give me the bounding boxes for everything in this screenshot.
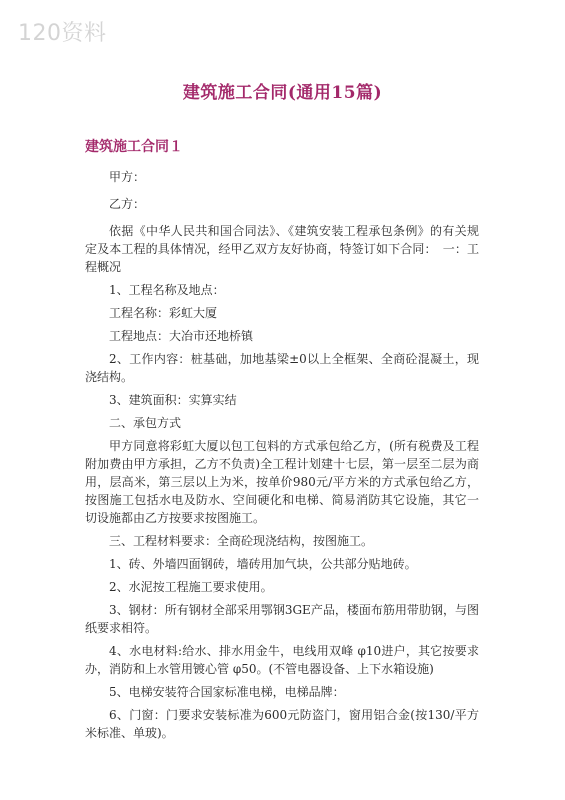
paragraph-bricks: 1、砖、外墙四面钢砖，墙砖用加气块，公共部分贴地砖。 xyxy=(109,557,417,571)
paragraph-contract-method: 甲方同意将彩虹大厦以包工包料的方式承包给乙方，(所有税费及工程附加费由甲方承担，乙方不负责)全工程计划建十七层，第一层至二层为商用，层高米，第三层以上为米，按单价980元/平方米的方式承包给乙方，按图施工包括水电及防水、空间硬化和电梯、简易消防其它设施，其它一切设施都由乙方按要求按图施工。 xyxy=(85,439,479,525)
paragraph-cement: 2、水泥按工程施工要求使用。 xyxy=(109,580,273,594)
paragraph-building-area: 3、建筑面积：实算实结 xyxy=(109,393,237,407)
document-title: 建筑施工合同(通用15篇) xyxy=(182,83,383,103)
paragraph-project-location: 工程地点：大冶市还地桥镇 xyxy=(109,329,254,343)
paragraph-party-a: 甲方： xyxy=(109,170,146,184)
paragraph-elevator: 5、电梯安装符合国家标准电梯，电梯品牌： xyxy=(109,685,345,699)
watermark-logo: 120资料 xyxy=(18,21,107,46)
section-heading: 建筑施工合同１ xyxy=(85,139,183,155)
paragraph-steel: 3、钢材：所有钢材全部采用鄂钢3GE产品，楼面布筋用带肋钢，与图纸要求相符。 xyxy=(85,603,479,635)
document-body xyxy=(85,168,479,747)
paragraph-project-name: 工程名称：彩虹大厦 xyxy=(109,306,218,320)
paragraph-contract-method-heading: 二、承包方式 xyxy=(109,416,182,430)
paragraph-doors-windows: 6、门窗：门要求安装标准为600元防盗门，窗用铝合金(按130/平方米标准、单玻)。 xyxy=(85,708,479,740)
paragraph-work-content: 2、工作内容：桩基础，加地基梁±0以上全框架、全商砼混凝土，现浇结构。 xyxy=(85,352,479,384)
paragraph-preamble: 依据《中华人民共和国合同法》、《建筑安装工程承包条例》的有关规定及本工程的具体情况，经甲乙双方友好协商，特签订如下合同： 一：工程概况 xyxy=(85,224,479,274)
paragraph-party-b: 乙方： xyxy=(109,197,146,211)
paragraph-project-name-location: 1、工程名称及地点： xyxy=(109,283,225,297)
paragraph-plumbing-electrical: 4、水电材料:给水、排水用金牛，电线用双峰 φ10进户，其它按要求办，消防和上水管用镀心管 φ50。(不管电器设备、上下水箱设施) xyxy=(85,644,479,676)
paragraph-material-requirements: 三、工程材料要求：全商砼现浇结构，按图施工。 xyxy=(109,534,374,548)
